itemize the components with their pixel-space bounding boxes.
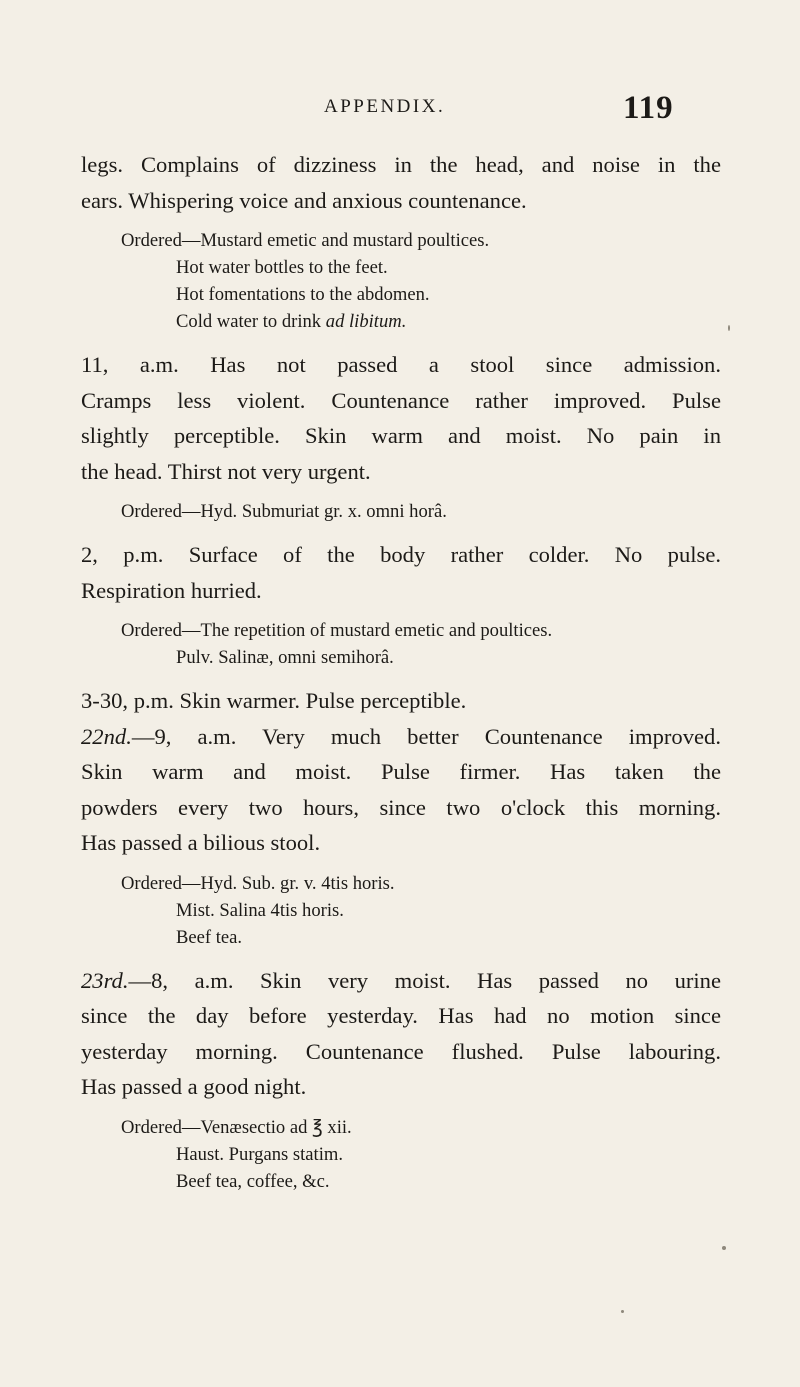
paragraph-line: 22nd.—9, a.m. Very much better Countenance improved. bbox=[81, 723, 721, 749]
prescription-order bbox=[81, 227, 721, 335]
order-line: Cold water to drink ad libitum. bbox=[176, 311, 407, 332]
order-line: Ordered—Mustard emetic and mustard poultices. bbox=[121, 230, 490, 251]
order-line: Ordered—Venæsectio ad ℥ xii. bbox=[121, 1116, 352, 1138]
paragraph-line: 23rd.—8, a.m. Skin very moist. Has passed no urine bbox=[81, 967, 721, 993]
latin-phrase: ad libitum. bbox=[325, 311, 407, 332]
order-line: Ordered—The repetition of mustard emetic and poultices. bbox=[121, 620, 553, 641]
date-label: 22nd. bbox=[81, 723, 132, 749]
order-line: Beef tea, coffee, &c. bbox=[176, 1170, 330, 1192]
paragraph-line: Skin warm and moist. Pulse firmer. Has taken the bbox=[81, 759, 721, 784]
prescription-order bbox=[81, 498, 721, 525]
paragraph-line: Respiration hurried. bbox=[81, 577, 262, 603]
paper-speck bbox=[728, 325, 730, 331]
paragraph-line: Has passed a good night. bbox=[81, 1074, 307, 1099]
date-label: 23rd. bbox=[81, 967, 129, 993]
paper-speck bbox=[621, 1310, 624, 1313]
order-line: Pulv. Salinæ, omni semihorâ. bbox=[176, 647, 394, 668]
paragraph-line: legs. Complains of dizziness in the head, and noise in the bbox=[81, 152, 721, 177]
page-header bbox=[0, 90, 800, 130]
page-body bbox=[81, 147, 721, 1195]
paragraph-line: yesterday morning. Countenance flushed. Pulse labouring. bbox=[81, 1038, 721, 1064]
paper-speck bbox=[722, 1246, 726, 1250]
paragraph-line: 11, a.m. Has not passed a stool since admission. bbox=[81, 352, 721, 377]
paragraph-line: ears. Whispering voice and anxious countenance. bbox=[81, 187, 527, 213]
prescription-order bbox=[81, 617, 721, 671]
paragraph-line: slightly perceptible. Skin warm and moist. No pain in bbox=[81, 423, 721, 448]
order-line: Hot water bottles to the feet. bbox=[176, 257, 388, 278]
prescription-order bbox=[81, 1114, 721, 1195]
order-line: Haust. Purgans statim. bbox=[176, 1143, 343, 1165]
order-line: Hot fomentations to the abdomen. bbox=[176, 284, 430, 305]
paragraph-line: 3-30, p.m. Skin warmer. Pulse perceptible. bbox=[81, 688, 467, 713]
paragraph-line: Cramps less violent. Countenance rather improved. Pulse bbox=[81, 387, 721, 413]
running-title: APPENDIX. bbox=[324, 96, 446, 117]
order-line: Beef tea. bbox=[176, 926, 243, 948]
paragraph-line: the head. Thirst not very urgent. bbox=[81, 458, 371, 484]
paragraph-line: powders every two hours, since two o'clock this morning. bbox=[81, 794, 721, 820]
order-line: Ordered—Hyd. Submuriat gr. x. omni horâ. bbox=[121, 501, 447, 522]
paragraph-line: 2, p.m. Surface of the body rather colder. No pulse. bbox=[81, 542, 721, 567]
page-number: 119 bbox=[623, 90, 674, 126]
prescription-order bbox=[81, 870, 721, 951]
paragraph-line: Has passed a bilious stool. bbox=[81, 830, 321, 855]
paragraph-line: since the day before yesterday. Has had no motion since bbox=[81, 1003, 721, 1028]
order-line: Mist. Salina 4tis horis. bbox=[176, 899, 344, 921]
order-line: Ordered—Hyd. Sub. gr. v. 4tis horis. bbox=[121, 872, 395, 894]
